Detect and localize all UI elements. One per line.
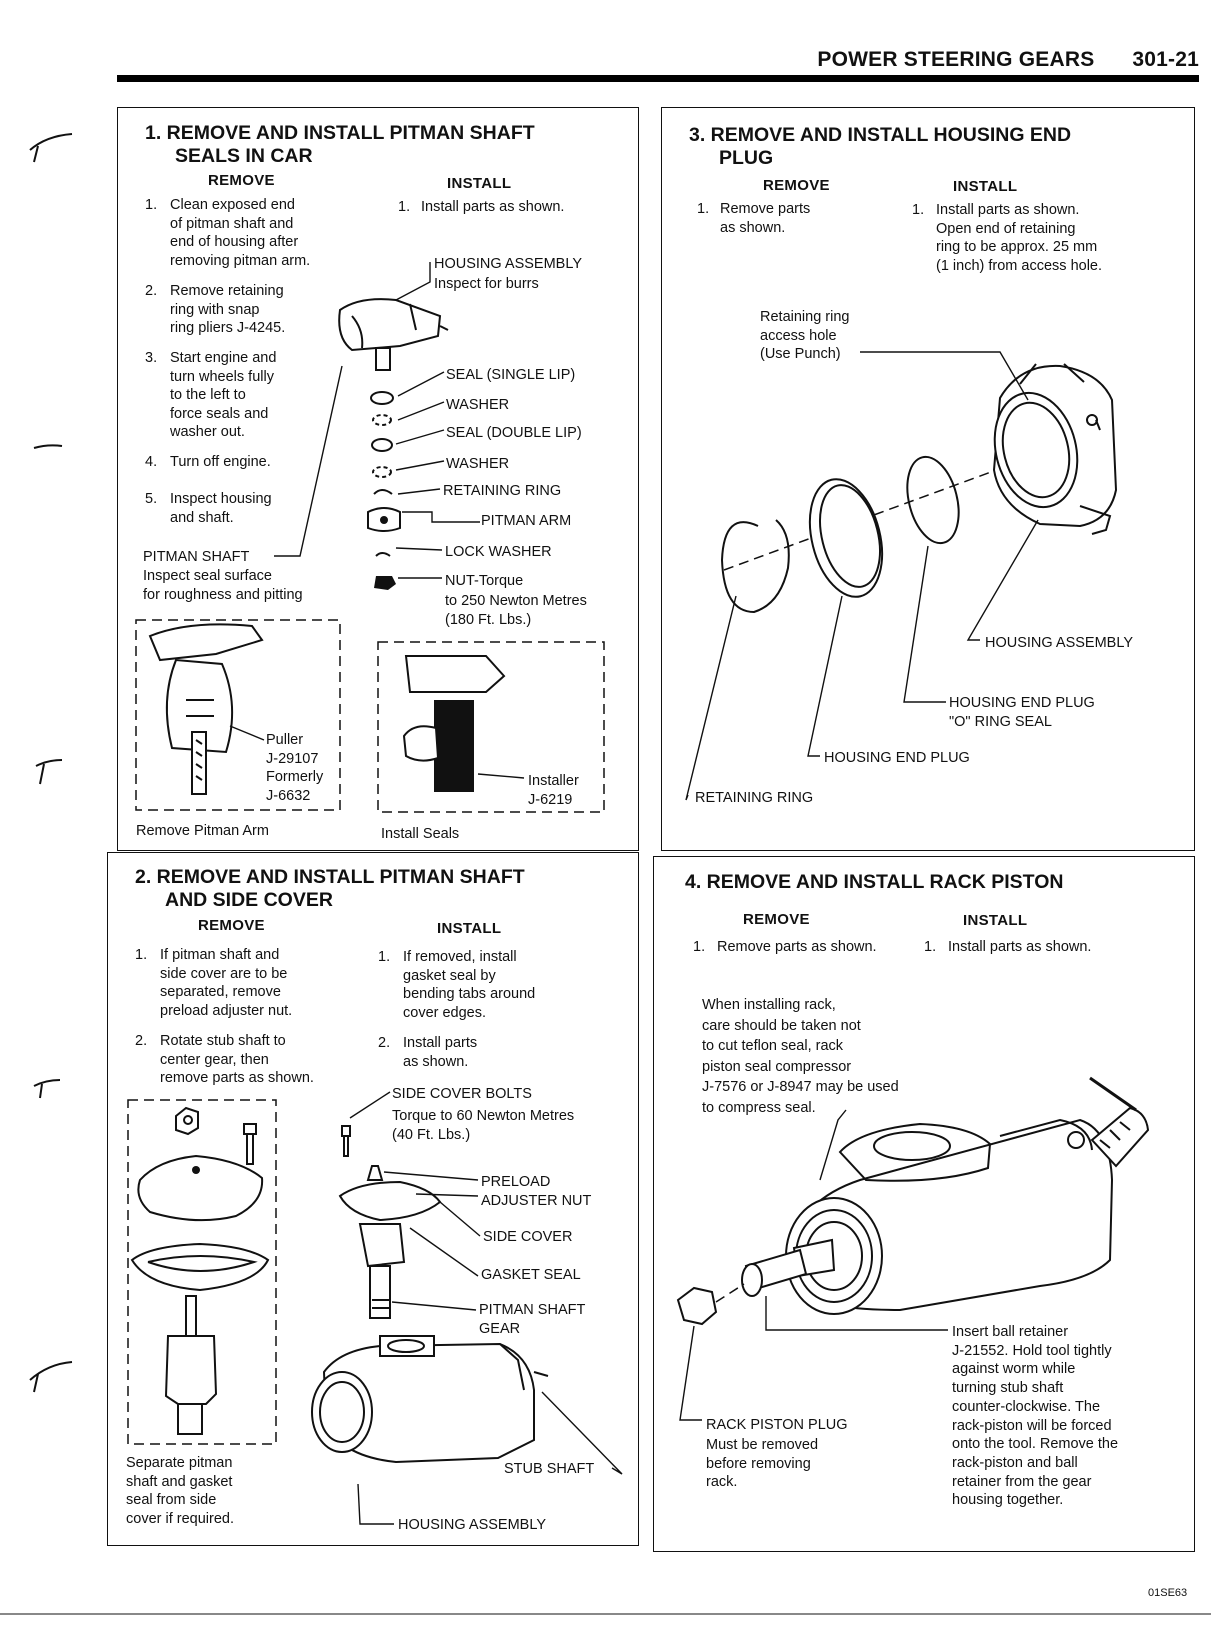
label-retaining-ring: RETAINING RING xyxy=(443,483,562,499)
section-title: POWER STEERING GEARS xyxy=(817,48,1095,71)
label-end-plug: HOUSING END PLUG xyxy=(824,750,970,766)
label-washer-1: WASHER xyxy=(446,397,510,413)
label-lock-washer: LOCK WASHER xyxy=(445,544,552,560)
panel-1-remove-step-5: Inspect housing and shaft. xyxy=(170,491,272,526)
label-installer: Installer J-6219 xyxy=(528,773,579,808)
panel-3-remove-step-1: Remove parts as shown. xyxy=(720,201,811,236)
label-puller: Puller J-29107 Formerly J-6632 xyxy=(266,732,324,804)
label-housing-assembly-2: HOUSING ASSEMBLY xyxy=(398,1517,546,1533)
panel-3-install-heading: INSTALL xyxy=(953,178,1018,195)
step-number: 1. xyxy=(693,939,706,955)
step-number: 2. xyxy=(135,1033,148,1049)
panel-2-install-heading: INSTALL xyxy=(437,920,502,937)
caption-install-seals: Install Seals xyxy=(381,826,460,842)
label-bolts-torque: Torque to 60 Newton Metres (40 Ft. Lbs.) xyxy=(392,1108,575,1143)
panel-3-title-line2: PLUG xyxy=(719,147,774,169)
label-pitman-arm: PITMAN ARM xyxy=(481,513,572,529)
panel-2-remove-step-2: Rotate stub shaft to center gear, then remove parts as shown. xyxy=(160,1033,314,1086)
panel-2-install-step-1: If removed, install gasket seal by bending tabs around cover edges. xyxy=(403,949,536,1021)
page-number: 301-21 xyxy=(1132,48,1199,71)
panel-3-title-line1: 3. REMOVE AND INSTALL HOUSING END xyxy=(689,124,1072,146)
step-number: 1. xyxy=(135,947,148,963)
label-seal-single-lip: SEAL (SINGLE LIP) xyxy=(446,367,576,383)
panel-1-remove-step-2: Remove retaining ring with snap ring pliers J-4245. xyxy=(170,283,286,336)
label-side-cover-bolts: SIDE COVER BOLTS xyxy=(392,1086,532,1102)
label-pitman-shaft: PITMAN SHAFT xyxy=(143,549,250,565)
label-side-cover: SIDE COVER xyxy=(483,1229,573,1245)
panel-4-install-heading: INSTALL xyxy=(963,912,1028,929)
step-number: 1. xyxy=(912,202,925,218)
step-number: 1. xyxy=(145,197,158,213)
label-nut: NUT-Torque xyxy=(445,573,524,589)
label-access-hole: Retaining ring access hole (Use Punch) xyxy=(760,309,850,362)
step-number: 1. xyxy=(697,201,710,217)
panel-1-title-line1: 1. REMOVE AND INSTALL PITMAN SHAFT xyxy=(145,122,535,144)
step-number: 1. xyxy=(924,939,937,955)
label-retaining-ring-3: RETAINING RING xyxy=(695,790,814,806)
label-seal-double-lip: SEAL (DOUBLE LIP) xyxy=(446,425,582,441)
panel-4-remove-step-1: Remove parts as shown. xyxy=(717,939,877,955)
ball-retainer-note: Insert ball retainer J-21552. Hold tool tightly against worm while turning stub shaft counter-clockwise. The rack-piston will be forced onto the tool. Remove the rack-piston and ball retainer from the gear housing together. xyxy=(952,1324,1119,1509)
panel-1-install-heading: INSTALL xyxy=(447,175,512,192)
step-number: 1. xyxy=(378,949,391,965)
panel-2-install-step-2: Install parts as shown. xyxy=(403,1035,478,1070)
panel-2-remove-step-1: If pitman shaft and side cover are to be separated, remove preload adjuster nut. xyxy=(160,947,293,1019)
label-rack-piston-plug: RACK PISTON PLUG xyxy=(706,1417,848,1433)
panel-4-remove-heading: REMOVE xyxy=(743,911,810,928)
label-housing-assembly: HOUSING ASSEMBLY xyxy=(434,256,582,272)
panel-2-title-line2: AND SIDE COVER xyxy=(165,889,333,911)
panel-1-remove-step-3: Start engine and turn wheels fully to the left to force seals and washer out. xyxy=(170,350,277,440)
step-number: 3. xyxy=(145,350,158,366)
panel-4-install-step-1: Install parts as shown. xyxy=(948,939,1092,955)
panel-4-title: 4. REMOVE AND INSTALL RACK PISTON xyxy=(685,871,1064,893)
panel-3-install-step-1: Install parts as shown. Open end of retaining ring to be approx. 25 mm (1 inch) from access hole. xyxy=(936,202,1103,274)
label-end-plug-seal: HOUSING END PLUG "O" RING SEAL xyxy=(949,695,1095,730)
label-housing-assembly-3: HOUSING ASSEMBLY xyxy=(985,635,1133,651)
panel-1-install-step-1: Install parts as shown. xyxy=(421,199,565,215)
caption-remove-pitman-arm: Remove Pitman Arm xyxy=(136,823,269,839)
rack-install-note: When installing rack, care should be taken not to cut teflon seal, rack piston seal compressor J-7576 or J-8947 may be used to compress seal. xyxy=(702,997,899,1116)
separate-note: Separate pitman shaft and gasket seal from side cover if required. xyxy=(126,1455,234,1527)
panel-2-title-line1: 2. REMOVE AND INSTALL PITMAN SHAFT xyxy=(135,866,525,888)
label-pitman-shaft-gear: PITMAN SHAFT GEAR xyxy=(479,1302,586,1337)
label-preload-adjuster-nut: PRELOAD ADJUSTER NUT xyxy=(481,1174,592,1209)
step-number: 1. xyxy=(398,199,411,215)
step-number: 2. xyxy=(145,283,158,299)
label-stub-shaft: STUB SHAFT xyxy=(504,1461,595,1477)
panel-1-remove-step-1: Clean exposed end of pitman shaft and end of housing after removing pitman arm. xyxy=(170,197,311,269)
panel-3-remove-heading: REMOVE xyxy=(763,177,830,194)
panel-1-title-line2: SEALS IN CAR xyxy=(175,145,313,167)
label-washer-2: WASHER xyxy=(446,456,510,472)
label-nut-torque: to 250 Newton Metres (180 Ft. Lbs.) xyxy=(445,593,587,628)
step-number: 2. xyxy=(378,1035,391,1051)
panel-2-remove-heading: REMOVE xyxy=(198,917,265,934)
step-number: 5. xyxy=(145,491,158,507)
panel-1-remove-step-4: Turn off engine. xyxy=(170,454,271,470)
figure-code: 01SE63 xyxy=(1148,1587,1188,1599)
label-plug-note: Must be removed before removing rack. xyxy=(706,1437,819,1490)
label-housing-note: Inspect for burrs xyxy=(434,276,539,292)
step-number: 4. xyxy=(145,454,158,470)
panel-1-remove-heading: REMOVE xyxy=(208,172,275,189)
label-gasket-seal: GASKET SEAL xyxy=(481,1267,581,1283)
label-pitman-shaft-note: Inspect seal surface for roughness and pitting xyxy=(143,568,303,603)
